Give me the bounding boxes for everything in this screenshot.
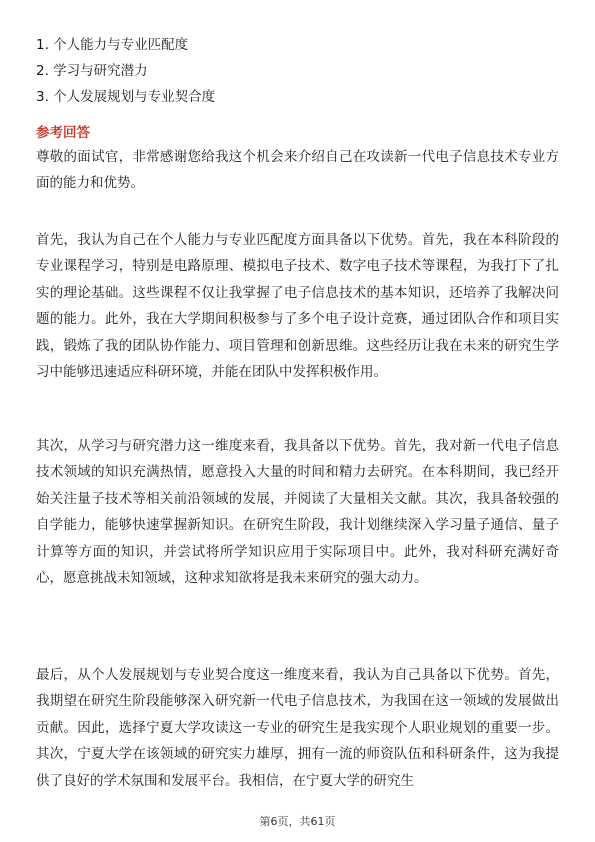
intro-paragraph: 尊敬的面试官，非常感谢您给我这个机会来介绍自己在攻读新一代电子信息技术专业方面的能力和优势。 (36, 149, 559, 192)
answer-heading: 参考回答 (36, 125, 90, 141)
list-item: 3. 个人发展规划与专业契合度 (36, 89, 216, 105)
evaluation-criteria-list (36, 32, 556, 110)
paragraph-development-plan: 最后，从个人发展规划与专业契合度这一维度来看，我认为自己具备以下优势。首先，我期望在研究生阶段能够深入研究新一代电子信息技术，为我国在这一领域的发展做出贡献。因此，选择宁夏大学攻读这一专业的研究生是我实现个人职业规划的重要一步。其次，宁夏大学在该领域的研究实力雄厚，拥有一流的师资队伍和科研条件，这为我提供了良好的学术氛围和发展平台。我相信，在宁夏大学的研究生 (36, 667, 559, 789)
paragraph-research-potential: 其次，从学习与研究潜力这一维度来看，我具备以下优势。首先，我对新一代电子信息技术领域的知识充满热情，愿意投入大量的时间和精力去研究。在本科期间，我已经开始关注量子技术等相关前沿领域的发展，并阅读了大量相关文献。其次，我具备较强的自学能力，能够快速掌握新知识。在研究生阶段，我计划继续深入学习量子通信、量子计算等方面的知识，并尝试将所学知识应用于实际项目中。此外，我对科研充满好奇心，愿意挑战未知领域，这种求知欲将是我未来研究的强大动力。 (36, 438, 559, 587)
list-item: 1. 个人能力与专业匹配度 (36, 37, 189, 53)
page-number-footer: 第6页，共61页 (259, 815, 336, 828)
list-item: 2. 学习与研究潜力 (36, 63, 148, 79)
paragraph-ability-match: 首先，我认为自己在个人能力与专业匹配度方面具备以下优势。首先，我在本科阶段的专业课程学习，特别是电路原理、模拟电子技术、数字电子技术等课程，为我打下了扎实的理论基础。这些课程不仅让我掌握了电子信息技术的基本知识，还培养了我解决问题的能力。此外，我在大学期间积极参与了多个电子设计竞赛，通过团队合作和项目实践，锻炼了我的团队协作能力、项目管理和创新思维。这些经历让我在未来的研究生学习中能够迅速适应科研环境，并能在团队中发挥积极作用。 (36, 232, 559, 381)
